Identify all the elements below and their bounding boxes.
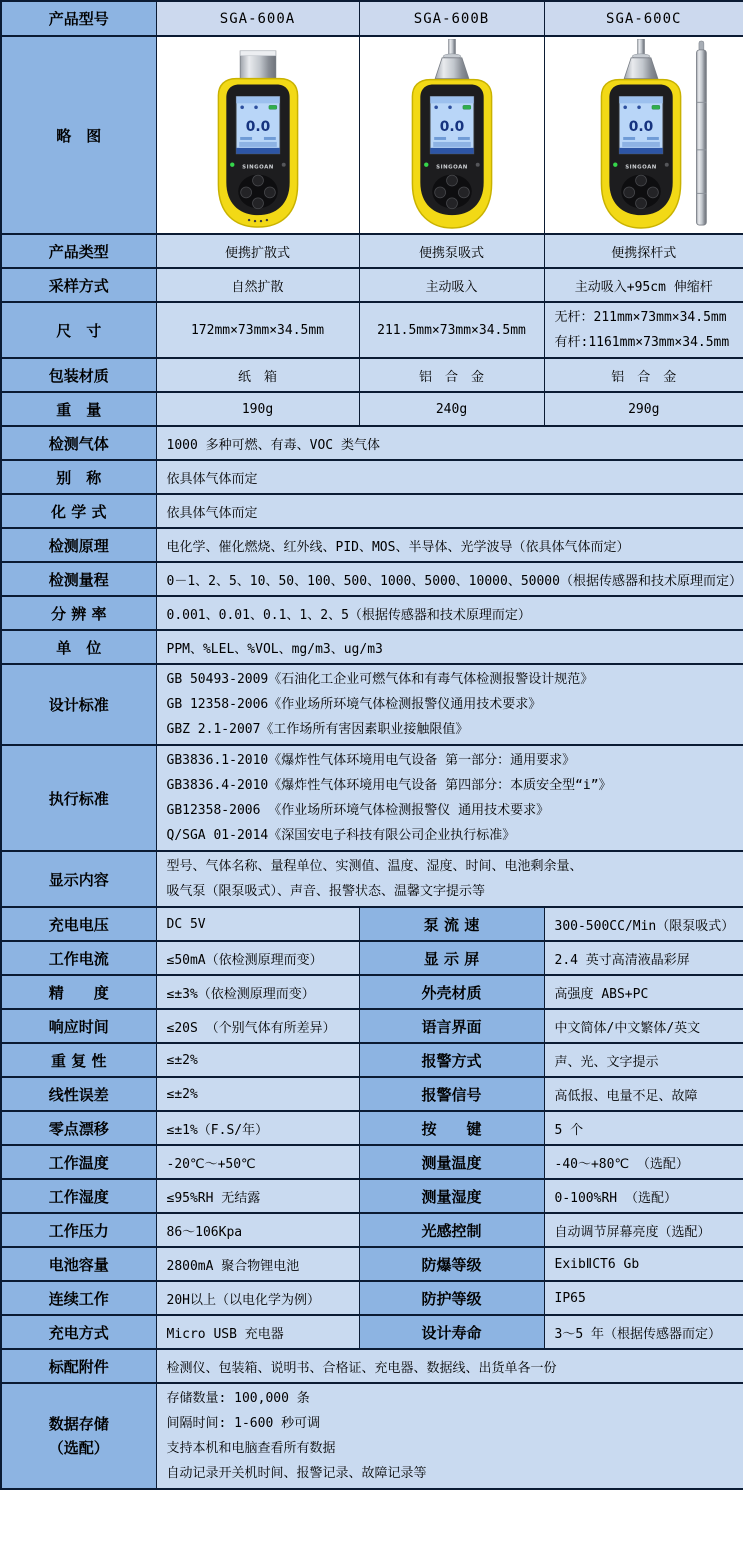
spec-value: -40～+80℃ （选配）: [544, 1145, 743, 1179]
left-button: [623, 186, 634, 197]
spec-value: 主动吸入+95cm 伸缩杆: [544, 268, 743, 302]
device-image-sga-600c: [544, 36, 743, 234]
spec-value: 0－1、2、5、10、50、100、500、1000、5000、10000、50000（根据传感器和技术原理而定）: [156, 562, 743, 596]
spec-value: 铝 合 金: [544, 358, 743, 392]
fan-icon: [637, 105, 641, 109]
spec-value: 中文简体/中文繁体/英文: [544, 1009, 743, 1043]
row-label: 标配附件: [1, 1349, 156, 1383]
spec-value: 1000 多种可燃、有毒、VOC 类气体: [156, 426, 743, 460]
enter-button: [252, 197, 263, 208]
spec-value: 240g: [359, 392, 544, 426]
speaker-icon: [623, 105, 627, 109]
text-line: 有杆:1161mm×73mm×34.5mm: [554, 335, 730, 350]
row-label: 零点漂移: [1, 1111, 156, 1145]
right-button: [264, 186, 275, 197]
dual-spec-row: [1, 1213, 743, 1247]
power-icon: [665, 162, 669, 166]
left-button: [240, 186, 251, 197]
status-led: [613, 162, 617, 166]
row-label: 充电方式: [1, 1315, 156, 1349]
spec-value: 依具体气体而定: [156, 460, 743, 494]
text-line: GB3836.4-2010《爆炸性气体环境用电气设备 第四部分：本质安全型“i”》: [166, 778, 612, 793]
lcd-screen: [430, 96, 474, 153]
row-label: 产品类型: [1, 234, 156, 268]
spec-value: 电化学、催化燃烧、红外线、PID、MOS、半导体、光学波导（依具体气体而定）: [156, 528, 743, 562]
row-label: 化 学 式: [1, 494, 156, 528]
spec-value: 自然扩散: [156, 268, 359, 302]
text-line: 型号、气体名称、量程单位、实测值、温度、湿度、时间、电池剩余量、: [166, 859, 583, 874]
model-name: SGA-600B: [359, 1, 544, 36]
text-line: 间隔时间: 1-600 秒可调: [166, 1416, 321, 1431]
text-line: 吸气泵（限泵吸式）、声音、报警状态、温馨文字提示等: [166, 884, 486, 899]
row-label: 产品型号: [1, 1, 156, 36]
row-label: 报警方式: [359, 1043, 544, 1077]
row-label: 测量湿度: [359, 1179, 544, 1213]
fan-icon: [448, 105, 452, 109]
battery-icon: [462, 105, 470, 109]
row-label: 泵 流 速: [359, 907, 544, 941]
screen-reading: 0.0: [439, 118, 464, 135]
pump-probe-nozzle: [624, 39, 658, 79]
spec-value: ExibⅡCT6 Gb: [544, 1247, 743, 1281]
sketch-row: [1, 36, 743, 234]
row-label: 单 位: [1, 630, 156, 664]
product-row: [1, 358, 743, 392]
row-label: 包装材质: [1, 358, 156, 392]
dual-spec-row: [1, 1077, 743, 1111]
spec-value: 290g: [544, 392, 743, 426]
row-label: 充电电压: [1, 907, 156, 941]
spec-value: ≤±1%（F.S/年）: [156, 1111, 359, 1145]
spec-row: [1, 562, 743, 596]
screen-reading: 0.0: [245, 118, 270, 135]
menu-button: [635, 175, 646, 186]
dual-spec-row: [1, 941, 743, 975]
model-name: SGA-600C: [544, 1, 743, 36]
device-illustration-SGA-600B: [380, 39, 524, 232]
dual-spec-row: [1, 1145, 743, 1179]
spec-value: 自动调节屏幕亮度（选配）: [544, 1213, 743, 1247]
brand-label: SINGOAN: [241, 164, 274, 171]
row-label: 尺 寸: [1, 302, 156, 358]
spec-value: [156, 1383, 743, 1489]
spec-row: [1, 745, 743, 851]
spec-value: 依具体气体而定: [156, 494, 743, 528]
spec-value: IP65: [544, 1281, 743, 1315]
enter-button: [446, 197, 457, 208]
brand-label: SINGOAN: [435, 164, 468, 171]
text-line: GBZ 2.1-2007《工作场所有害因素职业接触限值》: [166, 722, 469, 737]
bottom-spec-row: [1, 1349, 743, 1383]
row-label: [1, 1383, 156, 1489]
spec-value: 纸 箱: [156, 358, 359, 392]
spec-row: [1, 664, 743, 745]
row-label: 略 图: [1, 36, 156, 234]
status-led: [230, 162, 234, 166]
spec-value: 主动吸入: [359, 268, 544, 302]
product-row: [1, 268, 743, 302]
spec-value: 便携泵吸式: [359, 234, 544, 268]
pump-probe-nozzle: [435, 39, 469, 79]
spec-value: Micro USB 充电器: [156, 1315, 359, 1349]
battery-icon: [268, 105, 276, 109]
power-icon: [475, 162, 479, 166]
text-line: 无杆：211mm×73mm×34.5mm: [554, 310, 727, 325]
row-label: 测量温度: [359, 1145, 544, 1179]
spec-value: 声、光、文字提示: [544, 1043, 743, 1077]
row-label: 连续工作: [1, 1281, 156, 1315]
spec-row: [1, 851, 743, 907]
row-label: 光感控制: [359, 1213, 544, 1247]
spec-value: 300-500CC/Min（限泵吸式）: [544, 907, 743, 941]
spec-value: 2.4 英寸高清液晶彩屏: [544, 941, 743, 975]
spec-value: 便携扩散式: [156, 234, 359, 268]
spec-value: [156, 851, 743, 907]
device-illustration-SGA-600C: [569, 39, 719, 232]
text-line: （选配）: [48, 1439, 109, 1457]
spec-value: [156, 745, 743, 851]
row-label: 检测量程: [1, 562, 156, 596]
text-line: 支持本机和电脑查看所有数据: [166, 1441, 336, 1456]
dual-spec-row: [1, 1111, 743, 1145]
screen-reading: 0.0: [628, 118, 654, 135]
spec-value: 高强度 ABS+PC: [544, 975, 743, 1009]
spec-value: 高低报、电量不足、故障: [544, 1077, 743, 1111]
dual-spec-row: [1, 1247, 743, 1281]
row-label: 工作湿度: [1, 1179, 156, 1213]
row-label: 重 复 性: [1, 1043, 156, 1077]
spec-value: ≤95%RH 无结露: [156, 1179, 359, 1213]
row-label: 工作温度: [1, 1145, 156, 1179]
row-label: 外壳材质: [359, 975, 544, 1009]
spec-value: ≤±2%: [156, 1043, 359, 1077]
dual-spec-row: [1, 1281, 743, 1315]
row-label: 电池容量: [1, 1247, 156, 1281]
sensor-cap: [240, 50, 276, 78]
spec-value: [544, 302, 743, 358]
row-label: 精 度: [1, 975, 156, 1009]
right-button: [458, 186, 469, 197]
spec-value: 211.5mm×73mm×34.5mm: [359, 302, 544, 358]
left-button: [434, 186, 445, 197]
spec-value: 便携探杆式: [544, 234, 743, 268]
text-line: 存储数量: 100,000 条: [166, 1391, 310, 1406]
telescopic-rod: [696, 40, 706, 224]
spec-row: [1, 630, 743, 664]
dual-spec-row: [1, 1179, 743, 1213]
battery-icon: [652, 105, 660, 109]
row-label: 检测气体: [1, 426, 156, 460]
product-row: [1, 234, 743, 268]
row-label: 采样方式: [1, 268, 156, 302]
row-label: 防爆等级: [359, 1247, 544, 1281]
spec-value: 检测仪、包装箱、说明书、合格证、充电器、数据线、出货单各一份: [156, 1349, 743, 1383]
text-line: GB3836.1-2010《爆炸性气体环境用电气设备 第一部分：通用要求》: [166, 753, 576, 768]
row-label: 响应时间: [1, 1009, 156, 1043]
spec-value: [156, 664, 743, 745]
dual-spec-row: [1, 907, 743, 941]
text-line: 数据存储: [48, 1415, 109, 1433]
product-row: [1, 392, 743, 426]
model-header-row: [1, 1, 743, 36]
spec-row: [1, 528, 743, 562]
fan-icon: [254, 105, 258, 109]
spec-row: [1, 460, 743, 494]
spec-value: 86～106Kpa: [156, 1213, 359, 1247]
spec-table-body: [1, 1, 743, 1489]
row-label: 执行标准: [1, 745, 156, 851]
row-label: 线性误差: [1, 1077, 156, 1111]
spec-value: 5 个: [544, 1111, 743, 1145]
device-image-sga-600a: [156, 36, 359, 234]
spec-value: 172mm×73mm×34.5mm: [156, 302, 359, 358]
power-icon: [281, 162, 285, 166]
device-illustration-SGA-600A: [186, 39, 330, 232]
spec-value: ≤20S （个别气体有所差异）: [156, 1009, 359, 1043]
spec-value: ≤±2%: [156, 1077, 359, 1111]
text-line: Q/SGA 01-2014《深国安电子科技有限公司企业执行标准》: [166, 828, 516, 843]
brand-label: SINGOAN: [624, 164, 657, 171]
text-line: GB 50493-2009《石油化工企业可燃气体和有毒气体检测报警设计规范》: [166, 672, 594, 687]
row-label: 显 示 屏: [359, 941, 544, 975]
row-label: 工作压力: [1, 1213, 156, 1247]
spec-row: [1, 494, 743, 528]
spec-value: DC 5V: [156, 907, 359, 941]
row-label: 按 键: [359, 1111, 544, 1145]
spec-row: [1, 596, 743, 630]
dual-spec-row: [1, 975, 743, 1009]
row-label: 重 量: [1, 392, 156, 426]
enter-button: [635, 197, 646, 208]
status-led: [424, 162, 428, 166]
spec-value: -20℃～+50℃: [156, 1145, 359, 1179]
row-label: 报警信号: [359, 1077, 544, 1111]
row-label: 语言界面: [359, 1009, 544, 1043]
row-label: 分 辨 率: [1, 596, 156, 630]
spec-value: 2800mA 聚合物锂电池: [156, 1247, 359, 1281]
row-label: 设计标准: [1, 664, 156, 745]
row-label: 防护等级: [359, 1281, 544, 1315]
model-name: SGA-600A: [156, 1, 359, 36]
menu-button: [252, 175, 263, 186]
row-label: 检测原理: [1, 528, 156, 562]
spec-value: 20H以上（以电化学为例）: [156, 1281, 359, 1315]
speaker-icon: [240, 105, 244, 109]
dual-spec-row: [1, 1315, 743, 1349]
row-label: 工作电流: [1, 941, 156, 975]
spec-value: 0.001、0.01、0.1、1、2、5（根据传感器和技术原理而定）: [156, 596, 743, 630]
menu-button: [446, 175, 457, 186]
text-line: GB 12358-2006《作业场所环境气体检测报警仪通用技术要求》: [166, 697, 542, 712]
bottom-spec-row: [1, 1383, 743, 1489]
text-line: 自动记录开关机时间、报警记录、故障记录等: [166, 1466, 427, 1481]
spec-value: ≤±3%（依检测原理而变）: [156, 975, 359, 1009]
speaker-icon: [434, 105, 438, 109]
lcd-screen: [619, 96, 663, 153]
product-row: [1, 302, 743, 358]
spec-row: [1, 426, 743, 460]
spec-value: 0-100%RH （选配）: [544, 1179, 743, 1213]
device-image-sga-600b: [359, 36, 544, 234]
dual-spec-row: [1, 1009, 743, 1043]
row-label: 别 称: [1, 460, 156, 494]
spec-value: 3～5 年（根据传感器而定）: [544, 1315, 743, 1349]
text-line: GB12358-2006 《作业场所环境气体检测报警仪 通用技术要求》: [166, 803, 550, 818]
dual-spec-row: [1, 1043, 743, 1077]
row-label: 设计寿命: [359, 1315, 544, 1349]
right-button: [647, 186, 658, 197]
row-label: 显示内容: [1, 851, 156, 907]
spec-value: PPM、%LEL、%VOL、mg/m3、ug/m3: [156, 630, 743, 664]
lcd-screen: [236, 96, 280, 153]
spec-value: ≤50mA（依检测原理而变）: [156, 941, 359, 975]
spec-value: 190g: [156, 392, 359, 426]
spec-value: 铝 合 金: [359, 358, 544, 392]
